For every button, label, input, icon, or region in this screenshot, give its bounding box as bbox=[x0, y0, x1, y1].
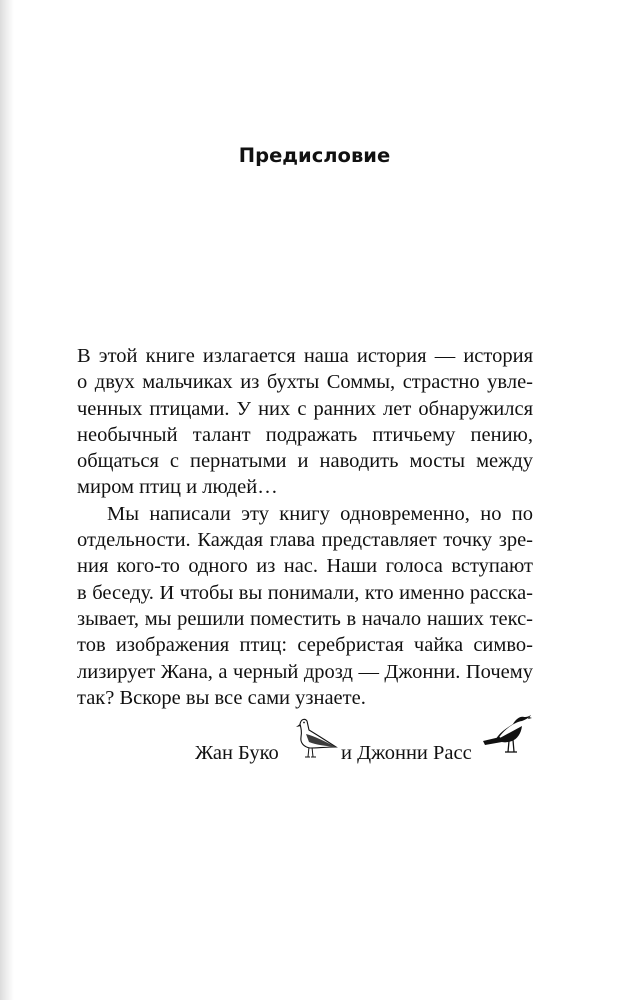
text-line: Мы написали эту книгу одновременно, но по bbox=[107, 502, 533, 525]
seagull-icon bbox=[292, 714, 338, 760]
text-line: зывает, мы решили поместить в начало наших текс- bbox=[77, 607, 533, 630]
author-name-johnny: и Джонни Расс bbox=[341, 742, 472, 764]
text-line: необычный талант подражать птичьему пению, bbox=[77, 423, 533, 446]
author-name-jean: Жан Буко bbox=[195, 742, 279, 764]
text-line: лизирует Жана, а черный дрозд — Джонни. Почему bbox=[77, 660, 533, 683]
text-line: в беседу. И чтобы вы понимали, кто именно расска- bbox=[77, 581, 533, 604]
blackbird-icon bbox=[482, 712, 532, 760]
text-line: В этой книге излагается наша история — история bbox=[77, 345, 533, 367]
text-line: так? Вскоре вы все сами узнаете. bbox=[77, 686, 366, 709]
text-line: тов изображения птиц: серебристая чайка симво- bbox=[77, 634, 533, 657]
text-line: о двух мальчиках из бухты Соммы, страстно увле- bbox=[77, 371, 533, 394]
text-line: ченных птицами. У них с ранних лет обнаружился bbox=[77, 397, 533, 420]
page-title: Предисловие bbox=[238, 144, 391, 167]
preface-text bbox=[77, 343, 533, 711]
text-line: отдельности. Каждая глава представляет точку зре- bbox=[77, 529, 533, 552]
text-line: общаться с пернатыми и наводить мосты между bbox=[77, 450, 533, 473]
text-line: миром птиц и людей… bbox=[77, 476, 278, 499]
signature bbox=[195, 736, 535, 776]
text-line: ния кого-то одного из нас. Наши голоса вступают bbox=[77, 555, 533, 578]
